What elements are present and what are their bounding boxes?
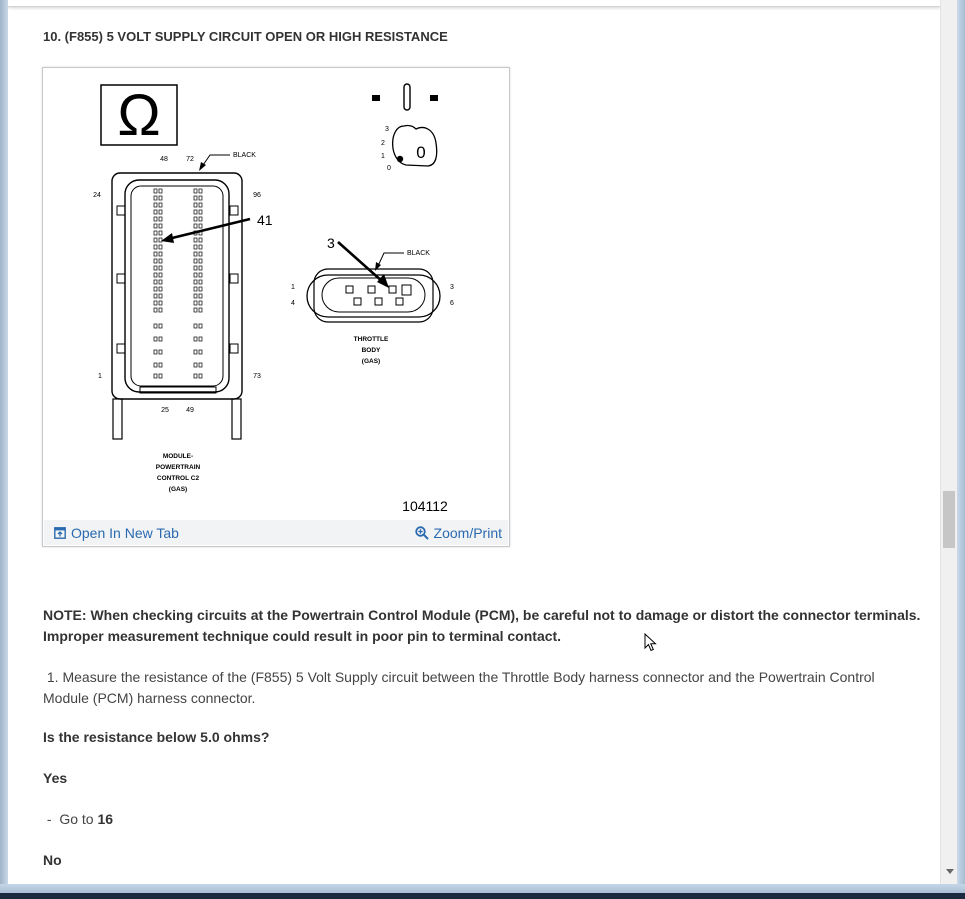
- ohmmeter-icon: [101, 83, 177, 148]
- throttle-connector-drawing: [291, 235, 454, 365]
- pcm-caption-1: MODULE-: [162, 453, 194, 460]
- open-new-tab-icon: [54, 527, 66, 539]
- pcm-caption-3: CONTROL C2: [156, 475, 200, 482]
- zoom-print-link[interactable]: [415, 525, 502, 541]
- connector-figure: [42, 67, 510, 547]
- connector-diagram: [44, 69, 508, 519]
- scrollbar-thumb[interactable]: [943, 491, 955, 548]
- question-text: Is the resistance below 5.0 ohms?: [43, 729, 270, 745]
- no-label: No: [43, 852, 62, 868]
- ignition-key-position: 0: [416, 143, 426, 162]
- window-right-frame: [957, 0, 965, 890]
- figure-toolbar: [44, 520, 508, 545]
- zoom-in-icon: [415, 526, 429, 540]
- yes-label: Yes: [43, 770, 68, 786]
- mouse-cursor-icon: [644, 633, 658, 653]
- ignition-pos-1: 1: [381, 153, 385, 160]
- throttle-caption-3: (GAS): [361, 358, 381, 365]
- open-new-tab-link[interactable]: [54, 525, 179, 541]
- throttle-pin-1: 1: [291, 284, 295, 291]
- throttle-color-label: BLACK: [407, 250, 430, 257]
- ohm-symbol: Ω: [117, 83, 161, 148]
- pcm-pin-48: 48: [160, 156, 168, 163]
- step-heading: 10. (F855) 5 VOLT SUPPLY CIRCUIT OPEN OR HIGH RESISTANCE: [43, 29, 448, 44]
- page-content: [8, 0, 940, 884]
- pcm-pin-rows: [154, 189, 202, 378]
- window-bottom-frame: [0, 884, 965, 893]
- note-line-2: Improper measurement technique could result in poor pin to terminal contact.: [43, 628, 562, 644]
- pcm-pin-1: 1: [98, 373, 102, 380]
- ignition-pos-0: 0: [387, 165, 391, 172]
- scroll-down-arrow-icon[interactable]: [946, 869, 954, 874]
- throttle-callout-3: 3: [327, 235, 335, 251]
- pcm-pin-25: 25: [161, 407, 169, 414]
- yes-goto-prefix: - Go to: [43, 811, 98, 827]
- open-new-tab-label[interactable]: Open In New Tab: [71, 525, 179, 541]
- pcm-callout-41: 41: [257, 212, 273, 228]
- pcm-connector-drawing: [93, 152, 273, 493]
- throttle-caption-2: BODY: [361, 347, 381, 354]
- pcm-pin-72: 72: [186, 156, 194, 163]
- instruction-text: [43, 667, 875, 709]
- pcm-pin-73: 73: [253, 373, 261, 380]
- throttle-caption-1: THROTTLE: [353, 336, 389, 343]
- pcm-pin-24: 24: [93, 192, 101, 199]
- throttle-pin-3: 3: [450, 284, 454, 291]
- ignition-pos-3: 3: [385, 126, 389, 133]
- zoom-print-label[interactable]: Zoom/Print: [433, 525, 502, 541]
- pcm-pin-49: 49: [186, 407, 194, 414]
- top-header-edge: [8, 0, 940, 7]
- yes-goto-target: 16: [97, 811, 114, 827]
- instruction-line-2: Module (PCM) harness connector.: [43, 690, 256, 706]
- pcm-pin-96: 96: [253, 192, 261, 199]
- ignition-pos-2: 2: [381, 140, 385, 147]
- vertical-scrollbar[interactable]: [940, 0, 958, 884]
- pcm-color-label: BLACK: [233, 152, 256, 159]
- taskbar-strip: [0, 893, 965, 899]
- note-line-1: NOTE: When checking circuits at the Powertrain Control Module (PCM), be careful not to damage or distort the connector terminals.: [43, 607, 921, 623]
- throttle-pin-4: 4: [291, 300, 295, 307]
- instruction-line-1: 1. Measure the resistance of the (F855) 5 Volt Supply circuit between the Throttle Body harness connector and the Powertrain Control: [43, 669, 875, 685]
- window-left-frame: [0, 0, 8, 890]
- pcm-caption-4: (GAS): [168, 486, 188, 493]
- figure-id: 104112: [402, 498, 448, 514]
- note-text: [43, 605, 920, 647]
- yes-goto: [43, 809, 113, 830]
- ignition-key-icon: [372, 84, 438, 172]
- pcm-caption-2: POWERTRAIN: [155, 464, 201, 471]
- throttle-pin-6: 6: [450, 300, 454, 307]
